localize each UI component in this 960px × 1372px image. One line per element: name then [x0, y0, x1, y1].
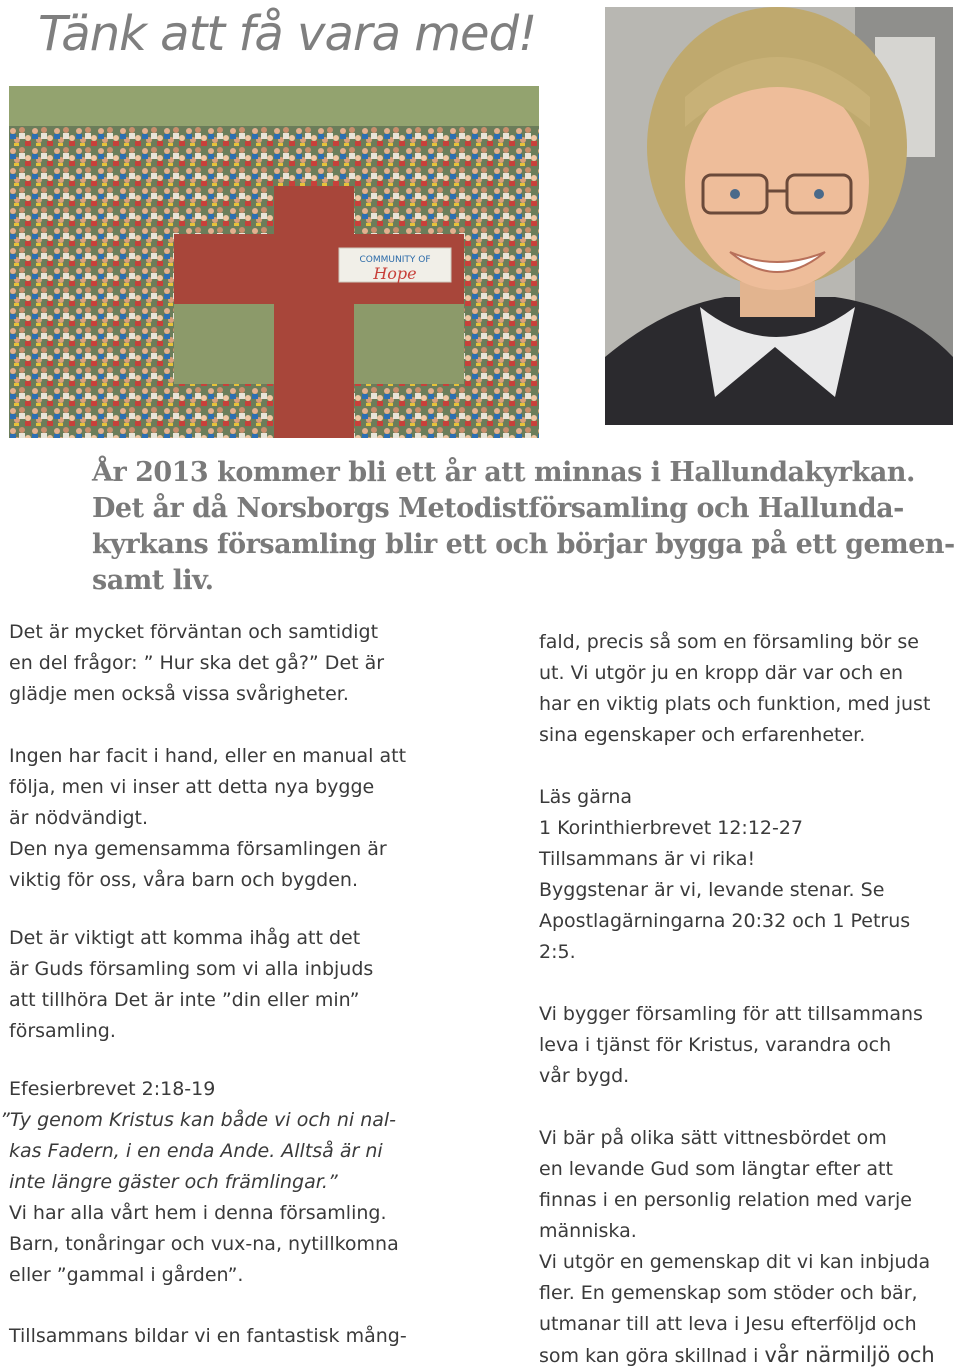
- text-line: viktig för oss, våra barn och bygden.: [9, 869, 359, 891]
- intro-line: År 2013 kommer bli ett år att minnas i Hallundakyrkan.: [92, 457, 915, 488]
- text-line: eller ”gammal i gården”.: [9, 1264, 244, 1286]
- text-line: Det är mycket förväntan och samtidigt: [9, 621, 379, 643]
- text-line: ut. Vi utgör ju en kropp där var och en: [539, 662, 903, 684]
- text-line: 2:5.: [539, 941, 576, 963]
- text-line: människa.: [539, 1220, 637, 1242]
- text-line: Ingen har facit i hand, eller en manual att: [9, 745, 407, 767]
- intro-line: kyrkans församling blir ett och börjar bygga på ett gemen-: [92, 529, 955, 560]
- text-line: Vi har alla vårt hem i denna församling.: [9, 1202, 387, 1224]
- scripture-quote-line: kas Fadern, i en enda Ande. Alltså är ni: [9, 1140, 383, 1162]
- crowd-cross-photo: [9, 86, 539, 438]
- scripture-reference: Efesierbrevet 2:18-19: [9, 1078, 216, 1100]
- intro-line: samt liv.: [92, 565, 214, 596]
- text-line: Läs gärna: [539, 786, 633, 808]
- text-line: glädje men också vissa svårigheter.: [9, 683, 349, 705]
- text-fragment: vår närmiljö och: [764, 1343, 935, 1367]
- text-line: vår bygd.: [539, 1065, 630, 1087]
- text-line: Byggstenar är vi, levande stenar. Se: [539, 879, 885, 901]
- page-headline: Tänk att få vara med!: [38, 6, 537, 62]
- text-line: har en viktig plats och funktion, med just: [539, 693, 931, 715]
- text-line: Barn, tonåringar och vux-na, nytillkomna: [9, 1233, 399, 1255]
- text-line: Vi bär på olika sätt vittnesbördet om: [539, 1127, 887, 1149]
- text-line: följa, men vi inser att detta nya bygge: [9, 776, 375, 798]
- left-text-column: [0, 617, 439, 1352]
- text-line: en levande Gud som längtar efter att: [539, 1158, 893, 1180]
- right-text-column: [539, 627, 959, 1372]
- text-line: en del frågor: ” Hur ska det gå?” Det är: [9, 652, 385, 674]
- scripture-quote-line: inte längre gäster och främlingar.”: [9, 1171, 338, 1193]
- text-line: är nödvändigt.: [9, 807, 149, 829]
- text-line: fald, precis så som en församling bör se: [539, 631, 919, 653]
- intro-paragraph: [92, 455, 955, 599]
- text-line: Det är viktigt att komma ihåg att det: [9, 927, 361, 949]
- text-line: Apostlagärningarna 20:32 och 1 Petrus: [539, 910, 911, 932]
- text-line: fler. En gemenskap som stöder och bär,: [539, 1282, 918, 1304]
- text-line: 1 Korinthierbrevet 12:12-27: [539, 817, 804, 839]
- banner-text-top: COMMUNITY OF: [359, 255, 431, 265]
- text-fragment: som kan göra skillnad i: [539, 1345, 765, 1367]
- text-line: leva i tjänst för Kristus, varandra och: [539, 1034, 892, 1056]
- portrait-photo: [605, 7, 953, 425]
- text-line: Tillsammans är vi rika!: [539, 848, 756, 870]
- text-line: [539, 1340, 959, 1372]
- text-line: församling.: [9, 1020, 116, 1042]
- text-line: Vi bygger församling för att tillsammans: [539, 1003, 923, 1025]
- intro-line: Det år då Norsborgs Metodistförsamling och Hallunda-: [92, 493, 904, 524]
- text-line: Vi utgör en gemenskap dit vi kan inbjuda: [539, 1251, 931, 1273]
- text-line: finnas i en personlig relation med varje: [539, 1189, 912, 1211]
- banner-text-bottom: Hope: [373, 264, 417, 283]
- text-line: Tillsammans bildar vi en fantastisk mång-: [9, 1325, 407, 1347]
- text-line: att tillhöra Det är inte ”din eller min”: [9, 989, 360, 1011]
- text-line: Den nya gemensamma församlingen är: [9, 838, 387, 860]
- scripture-quote-line: ”Ty genom Kristus kan både vi och ni nal-: [0, 1109, 397, 1131]
- text-line: sina egenskaper och erfarenheter.: [539, 724, 866, 746]
- text-line: är Guds församling som vi alla inbjuds: [9, 958, 374, 980]
- text-line: utmanar till att leva i Jesu efterföljd och: [539, 1313, 917, 1335]
